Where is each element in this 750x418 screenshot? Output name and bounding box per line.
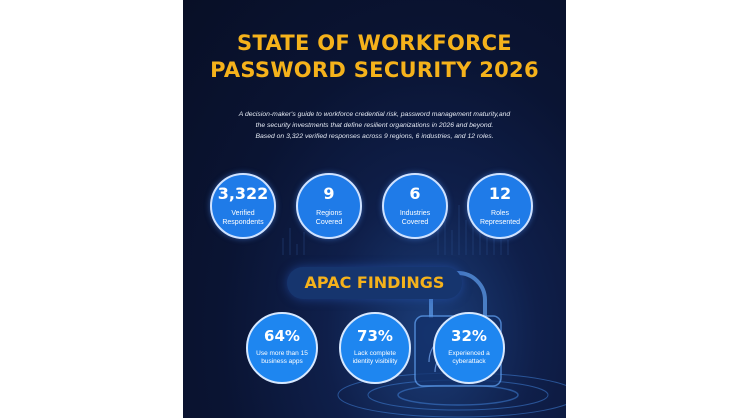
infographic-poster [183, 0, 566, 418]
finding-label-line-2: cyberattack [452, 358, 486, 365]
stat-label-line-2: Covered [315, 218, 343, 226]
stat-label-line-2: Respondents [222, 218, 264, 226]
stat-value: 9 [323, 184, 335, 203]
apac-findings-title: APAC FINDINGS [304, 273, 445, 292]
stat-roles [467, 173, 533, 239]
finding-value: 64% [264, 327, 300, 345]
finding-label-line-2: identity visibility [352, 358, 398, 365]
subtitle-line-3: Based on 3,322 verified responses across 9 regions, 6 industries, and 12 roles. [255, 133, 494, 140]
stat-value: 3,322 [217, 184, 269, 203]
finding-cyberattack [433, 312, 505, 384]
stat-label [212, 210, 274, 227]
finding-value: 73% [357, 327, 393, 345]
stat-label-line-2: Covered [401, 218, 429, 226]
stat-regions [296, 173, 362, 239]
stat-label [298, 210, 360, 227]
finding-value: 32% [451, 327, 487, 345]
finding-identity-visibility [339, 312, 411, 384]
finding-label-line-1: Lack complete [354, 350, 396, 357]
finding-business-apps [246, 312, 318, 384]
finding-label-line-2: business apps [261, 358, 303, 365]
stat-industries [382, 173, 448, 239]
stat-label [469, 210, 531, 227]
subtitle-line-1: A decision-maker's guide to workforce credential risk, password management maturity,and [238, 111, 511, 118]
finding-label [439, 350, 499, 366]
stat-label-line-1: Verified [231, 210, 255, 217]
page-title-line-1: STATE OF WORKFORCE [237, 31, 512, 55]
stat-label-line-1: Roles [491, 210, 509, 217]
finding-label [345, 350, 405, 366]
finding-label-line-1: Experienced a [448, 350, 490, 357]
page-title-line-2: PASSWORD SECURITY 2026 [210, 58, 539, 82]
stat-value: 6 [409, 184, 421, 203]
finding-label [252, 350, 312, 366]
finding-label-line-1: Use more than 15 [256, 350, 308, 357]
stat-label-line-2: Represented [479, 218, 521, 226]
stat-value: 12 [488, 184, 512, 203]
stat-respondents [210, 173, 276, 239]
stat-label-line-1: Industries [399, 210, 431, 217]
stat-label-line-1: Regions [316, 210, 342, 217]
subtitle-line-2: the security investments that define resilient organizations in 2026 and beyond. [255, 122, 494, 129]
stat-label [384, 210, 446, 227]
